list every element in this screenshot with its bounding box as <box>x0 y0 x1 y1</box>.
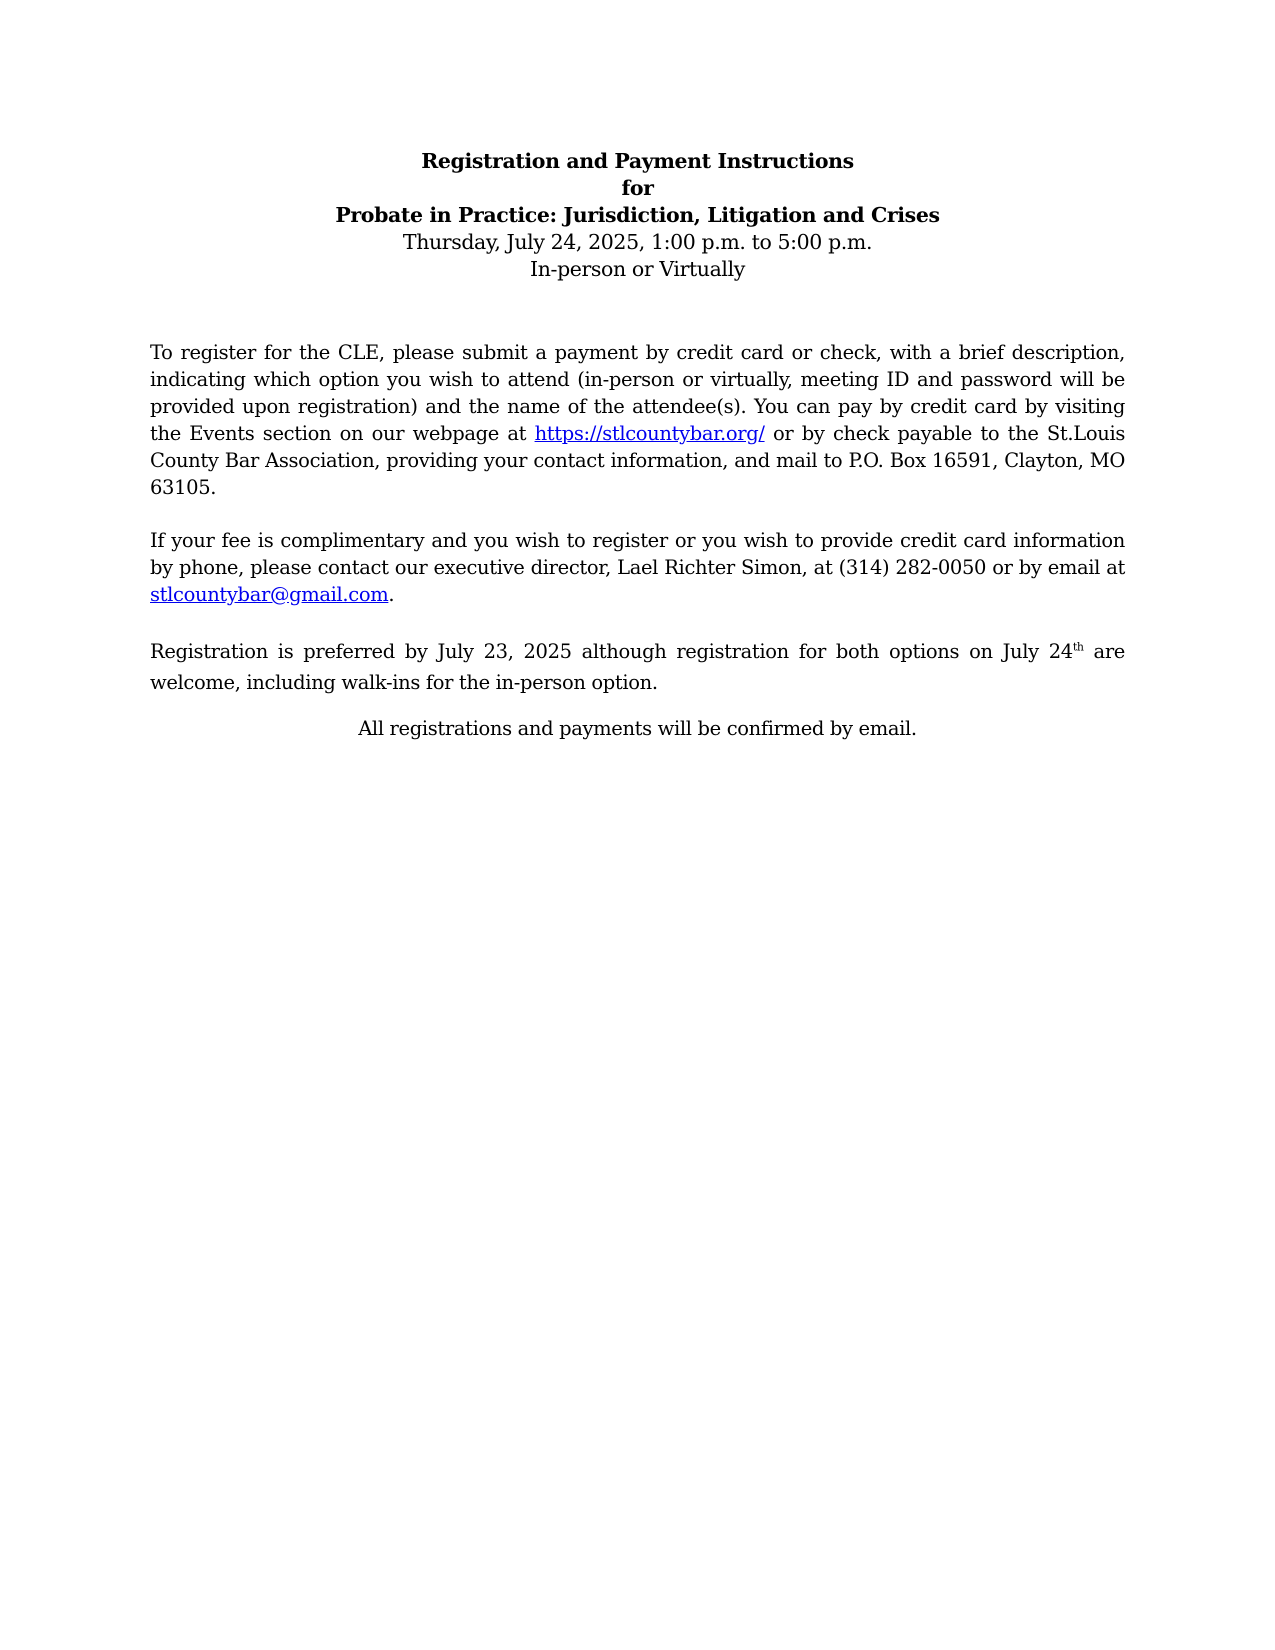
heading-title: Registration and Payment Instructions <box>421 149 854 173</box>
paragraph-complimentary <box>150 527 1125 608</box>
paragraph-complimentary-text-end: . <box>388 583 395 606</box>
ordinal-suffix: th <box>1072 640 1084 654</box>
website-link[interactable]: https://stlcountybar.org/ <box>534 422 765 445</box>
document-heading <box>150 148 1125 283</box>
heading-event-name: Probate in Practice: Jurisdiction, Litigation and Crises <box>335 203 940 227</box>
heading-for: for <box>621 176 654 200</box>
paragraph-register-text: To register for the CLE, please submit a payment by credit card or check, with a brief description, indicating which option you wish to attend (in-person or virtually, meeting ID and password will be provided upon registration) and the name of the attendee(s). You can pay by credit card by visiting the Events section on our webpage at <box>150 341 1125 445</box>
heading-mode: In-person or Virtually <box>530 257 745 281</box>
paragraph-deadline <box>150 636 1125 698</box>
paragraph-register-text-end: or by check payable to the St.Louis County Bar Association, providing your contact information, and mail to P.O. Box 16591, Clayton, MO 63105. <box>150 422 1125 499</box>
email-link[interactable]: stlcountybar@gmail.com <box>150 583 389 606</box>
heading-date: Thursday, July 24, 2025, 1:00 p.m. to 5:00 p.m. <box>402 230 873 254</box>
paragraph-deadline-text: Registration is preferred by July 23, 2025 although registration for both options on July 24 <box>150 640 1073 663</box>
paragraph-confirmation: All registrations and payments will be confirmed by email. <box>358 717 917 740</box>
paragraph-register <box>150 339 1125 501</box>
paragraph-complimentary-text: If your fee is complimentary and you wish to register or you wish to provide credit card information by phone, please contact our executive director, Lael Richter Simon, at (314) 282-0050 or by email at <box>150 529 1125 579</box>
paragraph-deadline-text-end: are welcome, including walk-ins for the in-person option. <box>150 640 1125 694</box>
